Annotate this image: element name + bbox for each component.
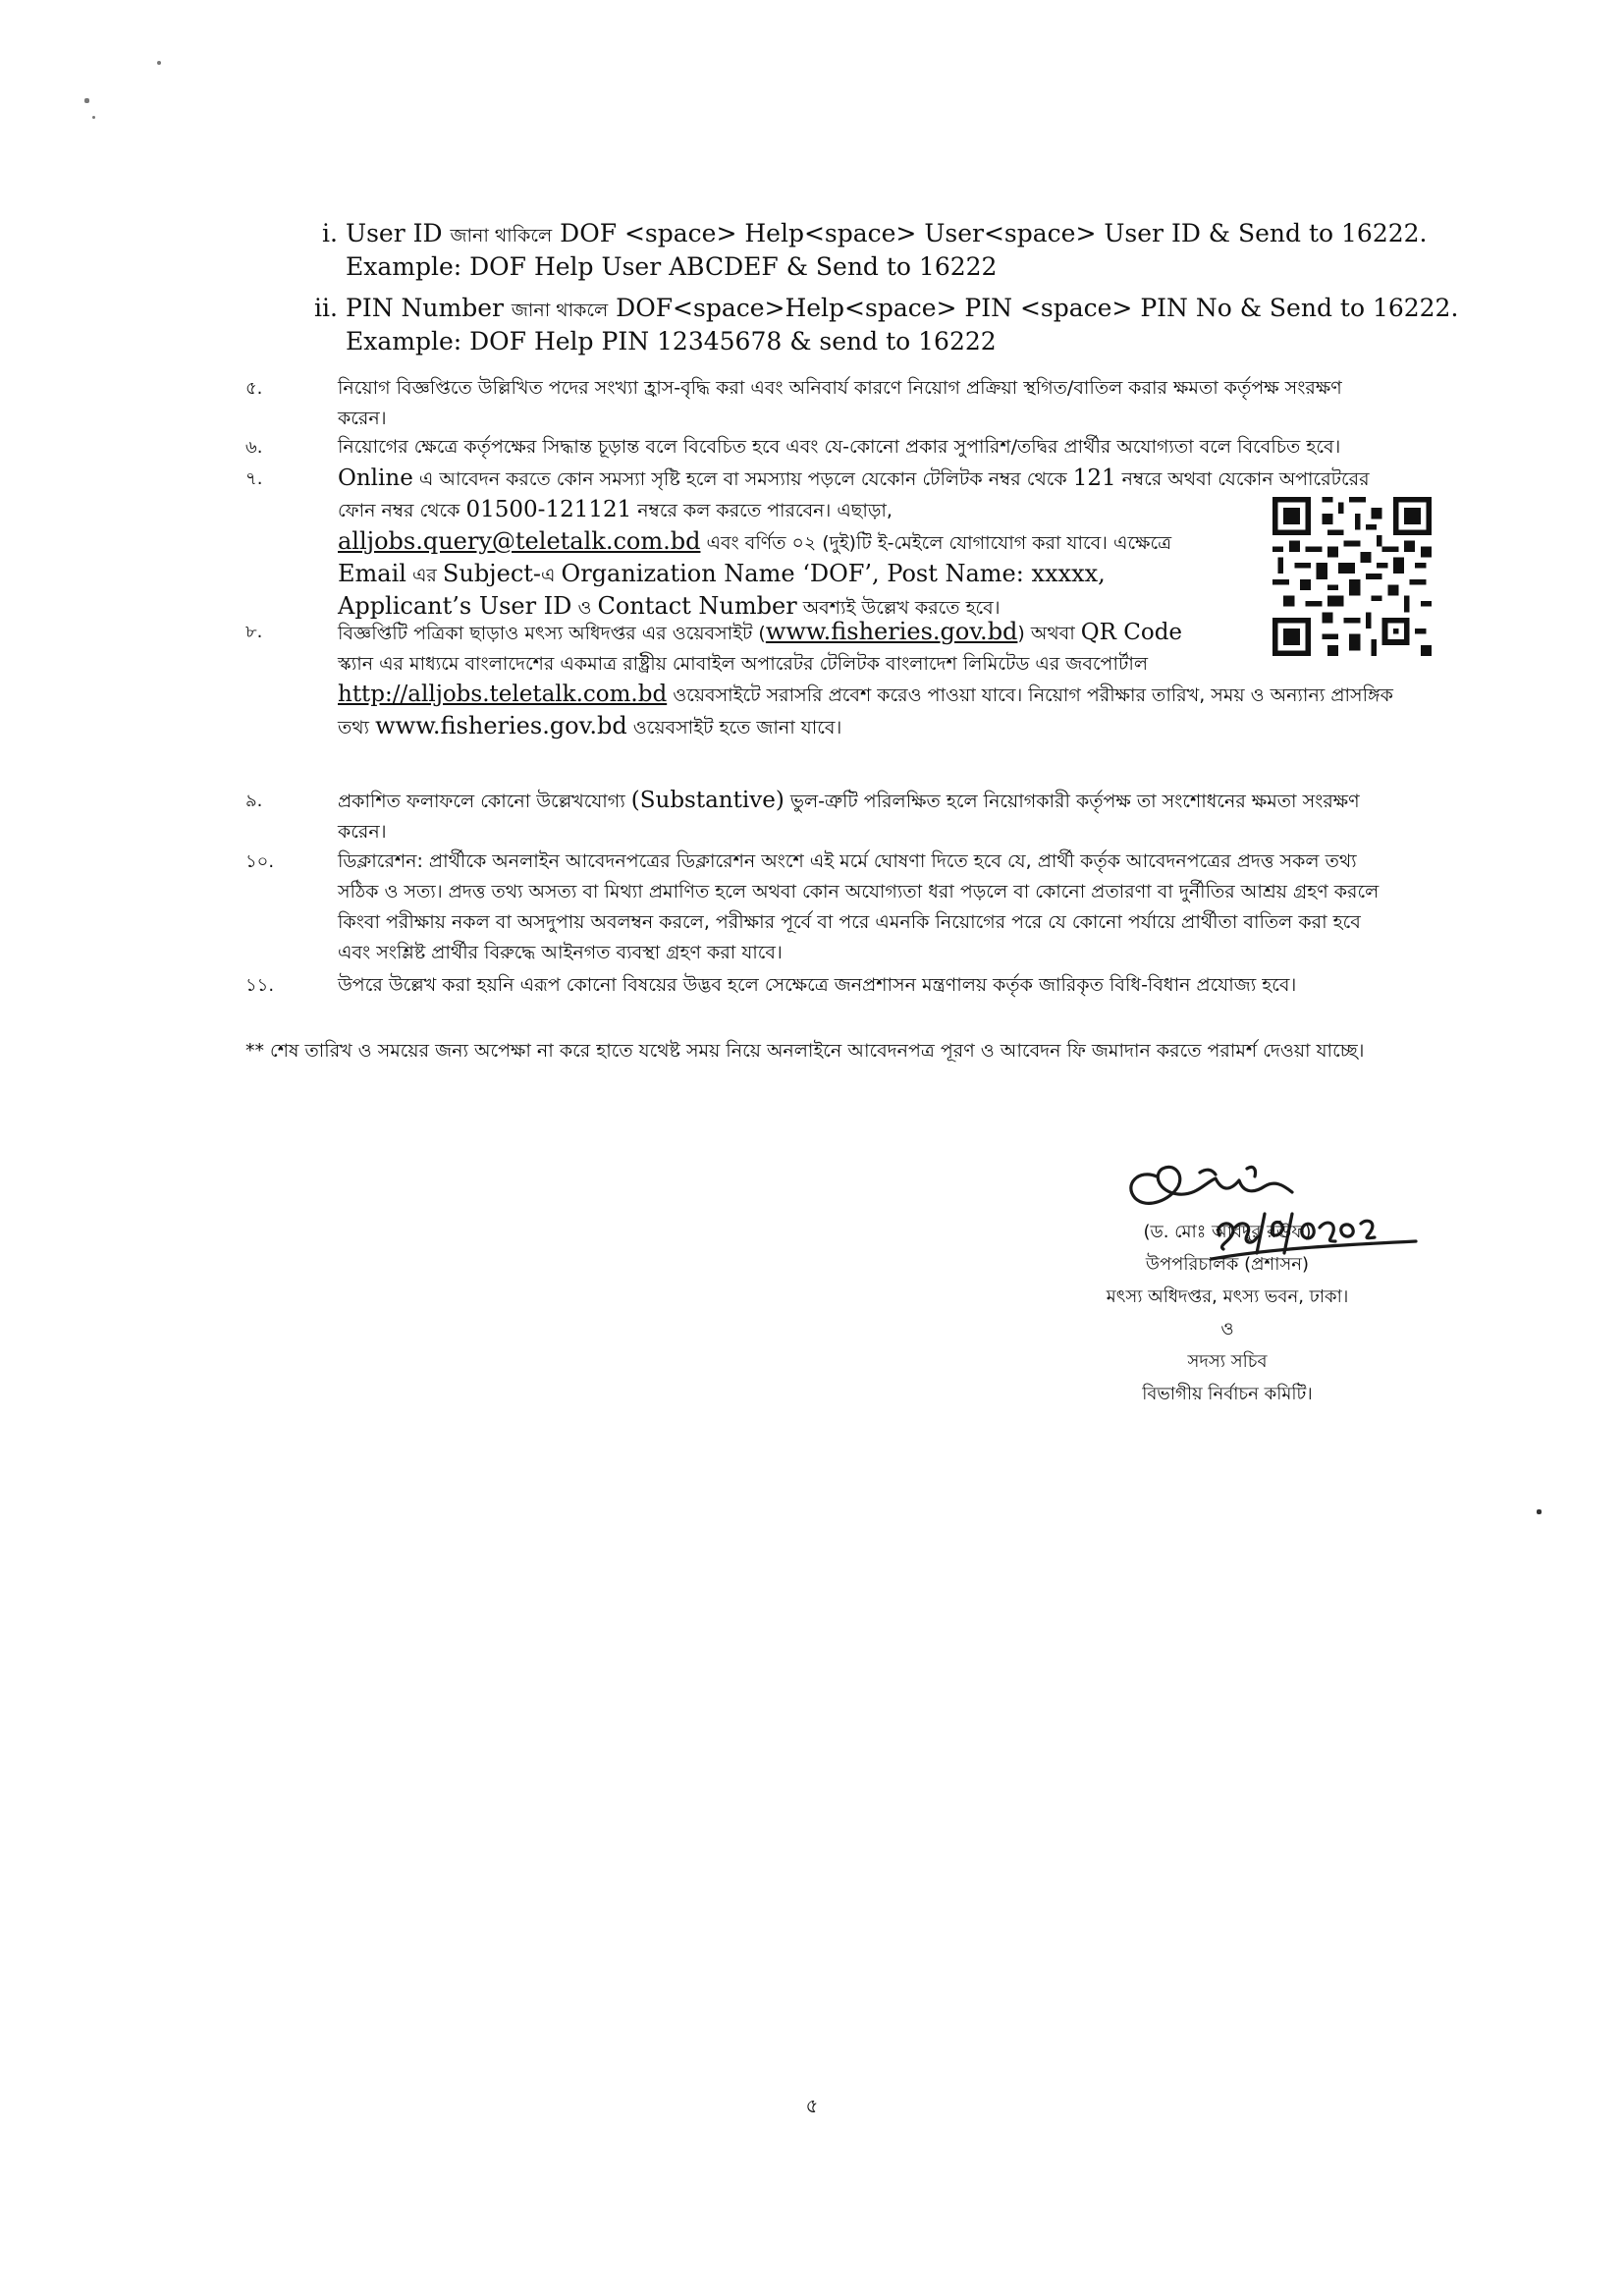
item-line: উপরে উল্লেখ করা হয়নি এরূপ কোনো বিষয়ের উদ্ভব হলে সেক্ষেত্রে জনপ্রশাসন মন্ত্রণালয় কর্তৃক জারিকৃত বিধি-বিধান প্রযোজ্য হবে। xyxy=(338,974,1297,996)
item-line: নিয়োগের ক্ষেত্রে কর্তৃপক্ষের সিদ্ধান্ত চূড়ান্ত বলে বিবেচিত হবে এবং যে-কোনো প্রকার সুপারিশ/তদ্বির প্রার্থীর অযোগ্যতা বলে বিবেচিত হবে। xyxy=(338,436,1341,458)
item-line xyxy=(338,680,1443,711)
item-line: কিংবা পরীক্ষায় নকল বা অসদুপায় অবলম্বন করলে, পরীক্ষার পূর্বে বা পরে এমনকি নিয়োগের পরে যে কোনো পর্যায়ে প্রার্থীতা বাতিল করা হবে xyxy=(338,911,1361,933)
sub-item-example: Example: DOF Help User ABCDEF & Send to 16222 xyxy=(346,252,998,281)
item-line xyxy=(338,526,1271,559)
signatory-and: ও xyxy=(1220,1319,1234,1339)
sub-item-line xyxy=(346,293,1473,326)
jobportal-link[interactable]: http://alljobs.teletalk.com.bd xyxy=(338,682,668,707)
email-link[interactable]: alljobs.query@teletalk.com.bd xyxy=(338,527,701,555)
item-number: ৯. xyxy=(245,791,263,811)
item-line xyxy=(338,559,1271,591)
item-text: Email xyxy=(338,560,406,587)
item-text: Contact Number xyxy=(597,592,797,620)
item-line: স্ক্যান এর মাধ্যমে বাংলাদেশের একমাত্র রাষ্ট্রীয় মোবাইল অপারেটর টেলিটক বাংলাদেশ লিমিটেড এর জবপোর্টাল xyxy=(338,653,1148,675)
website-link[interactable]: www.fisheries.gov.bd xyxy=(765,618,1018,645)
item-text: নম্বরে অথবা যেকোন অপারেটরের xyxy=(1115,468,1370,490)
item-number: ৮. xyxy=(245,622,263,642)
item-text: Organization Name ‘DOF’, Post Name: xxxxx, xyxy=(561,560,1106,587)
item-text: 121 xyxy=(1072,465,1116,491)
sub-item-example: Example: DOF Help PIN 12345678 & send to 16222 xyxy=(346,327,997,355)
item-text: এবং বর্ণিত ০২ (দুই)টি ই-মেইলে যোগাযোগ করা যাবে। এক্ষেত্রে xyxy=(700,532,1172,554)
website-text: www.fisheries.gov.bd xyxy=(375,712,627,739)
sub-item-number: i. xyxy=(322,219,338,247)
item-number: ১০. xyxy=(245,851,275,872)
item-text: (Substantive) xyxy=(630,788,785,813)
page-number: ৫ xyxy=(805,2094,819,2117)
item-line xyxy=(338,786,1443,817)
item-text: অবশ্যই উল্লেখ করতে হবে। xyxy=(796,597,1001,619)
item-text: বিজ্ঞপ্তিটি পত্রিকা ছাড়াও মৎস্য অধিদপ্তর এর ওয়েবসাইট ( xyxy=(338,623,766,644)
qr-code-icon xyxy=(1272,497,1432,656)
sub-item-text: User ID xyxy=(346,219,451,247)
item-text: ওয়েবসাইট হতে জানা যাবে। xyxy=(626,717,842,738)
item-text: ) অথবা xyxy=(1017,623,1081,644)
item-number: ৬. xyxy=(245,437,263,458)
item-text: এ আবেদন করতে কোন সমস্যা সৃষ্টি হলে বা সমস্যায় পড়লে যেকোন টেলিটক নম্বর থেকে xyxy=(412,468,1073,490)
scan-speck xyxy=(1537,1509,1542,1514)
item-line: করেন। xyxy=(338,408,387,429)
item-line: ডিক্লারেশন: প্রার্থীকে অনলাইন আবেদনপত্রের ডিক্লারেশন অংশে এই মর্মে ঘোষণা দিতে হবে যে, প্রার্থী কর্তৃক আবেদনপত্রের প্রদত্ত সকল তথ্য xyxy=(338,850,1357,872)
item-line: করেন। xyxy=(338,821,387,843)
sub-item-text: DOF<space>Help<space> PIN <space> PIN No & Send to 16222. xyxy=(608,294,1459,322)
signatory-designation: উপপরিচালক (প্রশাসন) xyxy=(1145,1254,1310,1275)
item-text: ও xyxy=(571,597,598,619)
sub-item-text-bn: জানা থাকলে xyxy=(511,300,609,321)
scan-speck xyxy=(92,116,95,119)
scan-speck xyxy=(84,98,89,103)
item-text: ফোন নম্বর থেকে xyxy=(338,500,466,521)
item-text: এ xyxy=(541,565,562,586)
item-text: ভুল-ত্রুটি পরিলক্ষিত হলে নিয়োগকারী কর্তৃপক্ষ তা সংশোধনের ক্ষমতা সংরক্ষণ xyxy=(784,791,1360,812)
signatory-office: মৎস্য অধিদপ্তর, মৎস্য ভবন, ঢাকা। xyxy=(1106,1286,1349,1307)
item-line: এবং সংশ্লিষ্ট প্রার্থীর বিরুদ্ধে আইনগত ব্যবস্থা গ্রহণ করা যাবে। xyxy=(338,942,783,963)
signatory-name: (ড. মোঃ আবদুর রঊফ) xyxy=(1143,1222,1312,1242)
sub-item-text-bn: জানা থাকিলে xyxy=(450,225,553,246)
item-line xyxy=(338,464,1443,495)
phone-number: 01500-121121 xyxy=(465,497,632,522)
signatory-committee: বিভাগীয় নির্বাচন কমিটি। xyxy=(1142,1384,1313,1404)
item-text: প্রকাশিত ফলাফলে কোনো উল্লেখযোগ্য xyxy=(338,791,631,812)
item-line: নিয়োগ বিজ্ঞপ্তিতে উল্লিখিত পদের সংখ্যা হ্রাস-বৃদ্ধি করা এবং অনিবার্য কারণে নিয়োগ প্রক্রিয়া স্থগিত/বাতিল করার ক্ষমতা কর্তৃপক্ষ সংরক্ষণ xyxy=(338,377,1342,399)
sub-item-text: PIN Number xyxy=(346,294,512,322)
sub-item-number: ii. xyxy=(314,294,338,322)
scan-speck xyxy=(157,61,161,65)
item-text: তথ্য xyxy=(338,717,376,738)
item-line xyxy=(338,711,1443,743)
item-text: QR Code xyxy=(1080,620,1183,645)
item-text: নম্বরে কল করতে পারবেন। এছাড়া, xyxy=(631,500,893,521)
item-number: ৭. xyxy=(245,468,263,489)
item-text: ওয়েবসাইটে সরাসরি প্রবেশ করেও পাওয়া যাবে। নিয়োগ পরীক্ষার তারিখ, সময় ও অন্যান্য প্রাসঙ্গিক xyxy=(667,684,1393,706)
item-line xyxy=(338,495,1271,526)
signatory-block xyxy=(1060,1216,1394,1410)
item-line xyxy=(338,617,1271,649)
deadline-note: ** শেষ তারিখ ও সময়ের জন্য অপেক্ষা না করে হাতে যথেষ্ট সময় নিয়ে অনলাইনে আবেদনপত্র পূরণ ও আবেদন ফি জমাদান করতে পরামর্শ দেওয়া যাচ্ছে। xyxy=(245,1040,1365,1062)
item-text: Applicant’s User ID xyxy=(338,592,572,620)
item-number: ১১. xyxy=(245,975,275,996)
item-text: এর xyxy=(406,565,443,586)
item-line: সঠিক ও সত্য। প্রদত্ত তথ্য অসত্য বা মিথ্যা প্রমাণিত হলে অথবা কোন অযোগ্যতা ধরা পড়লে বা কোনো প্রতারণা বা দুর্নীতির আশ্রয় গ্রহণ করলে xyxy=(338,881,1380,902)
item-text: Online xyxy=(338,465,413,491)
item-number: ৫. xyxy=(245,378,263,399)
item-text: Subject- xyxy=(442,560,542,587)
signatory-role: সদস্য সচিব xyxy=(1187,1351,1268,1372)
sub-item-text: DOF <space> Help<space> User<space> User ID & Send to 16222. xyxy=(552,219,1428,247)
sub-item-line xyxy=(346,218,1473,251)
